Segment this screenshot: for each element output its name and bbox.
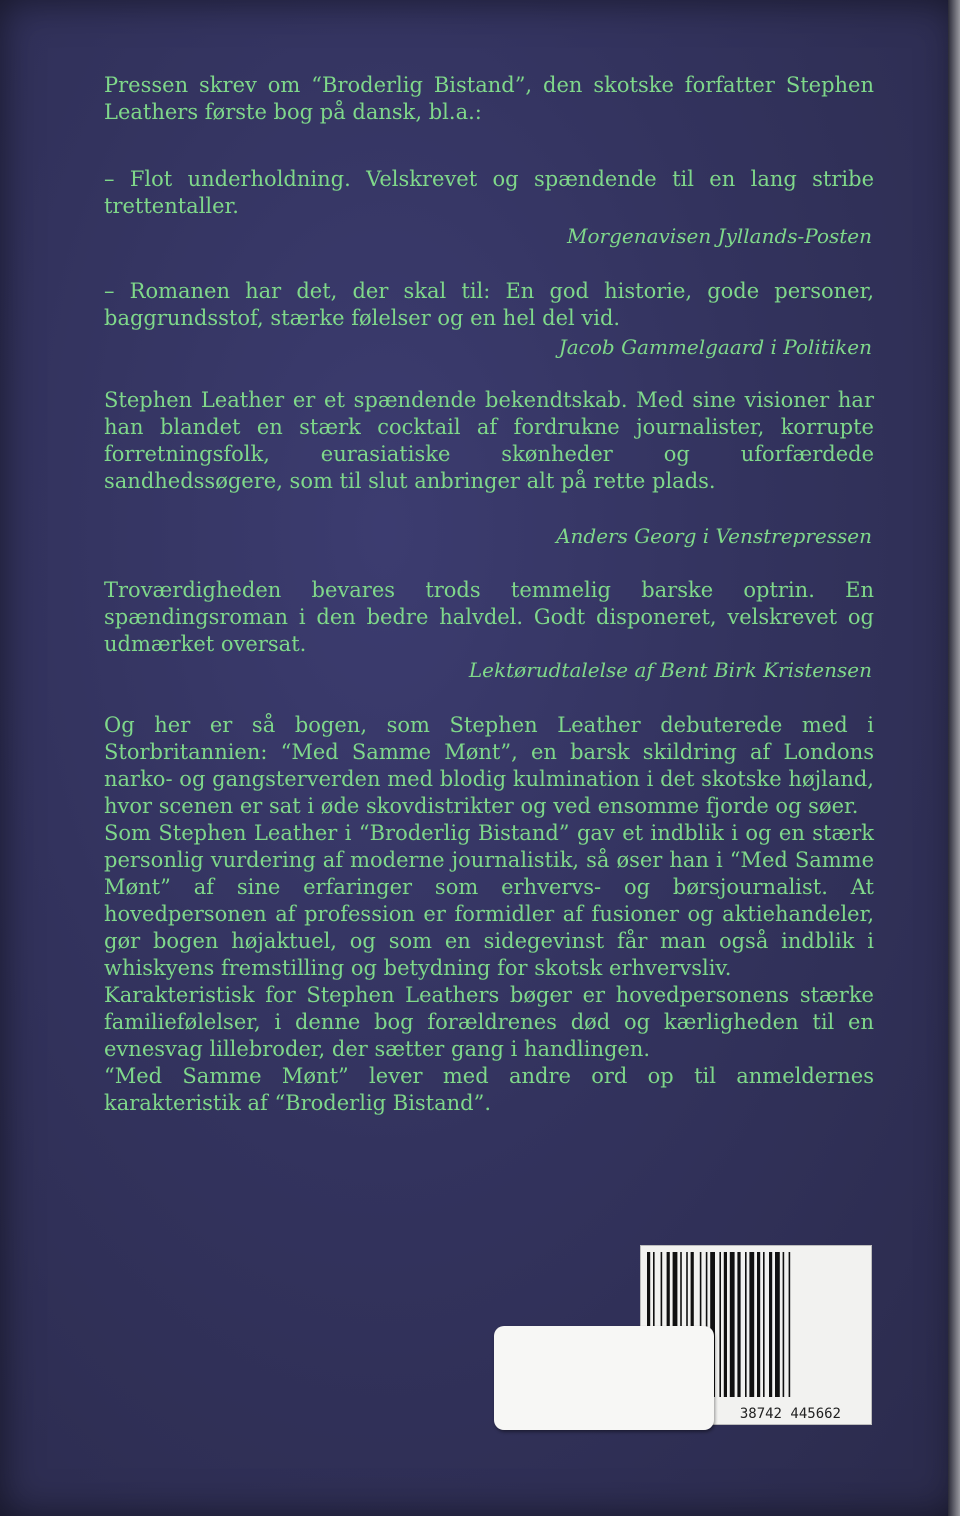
barcode-bar [775,1252,780,1397]
barcode-bar [789,1252,791,1397]
quote-text: – Flot underholdning. Velskrevet og spændende til en lang stribe trettentaller. [104,167,874,218]
barcode-bar [749,1252,754,1397]
barcode-bar [730,1252,735,1397]
barcode-bar [719,1252,721,1397]
barcode-bar [757,1252,760,1397]
barcode-bar [769,1252,772,1397]
quote-source: Morgenavisen Jyllands-Posten [567,224,872,248]
barcode-bar [745,1252,747,1397]
barcode-bar [783,1252,785,1397]
description-paragraph: “Med Samme Mønt” lever med andre ord op til anmeldernes karakteristik af “Broderlig Bistand”. [104,1064,874,1115]
quote-text: – Romanen har det, der skal til: En god historie, gode personer, baggrundsstof, stærke følelser og en hel del vid. [104,279,874,330]
intro-paragraph: Pressen skrev om “Broderlig Bistand”, den skotske forfatter Stephen Leathers første bog på dansk, bl.a.: [104,73,874,124]
quote-source: Anders Georg i Venstrepressen [556,524,872,548]
quote-source: Lektørudtalelse af Bent Birk Kristensen [468,658,872,682]
quote-1 [104,166,874,220]
quote-2 [104,278,874,332]
description-paragraph: Karakteristisk for Stephen Leathers bøger er hovedpersonens stærke familiefølelser, i denne bog forældrenes død og kærligheden til en evnesvag lillebroder, der sætter gang i handlingen. [104,983,874,1061]
description-paragraph: Som Stephen Leather i “Broderlig Bistand” gav et indblik i og en stærk personlig vurdering af moderne journalistik, så øser han i “Med Samme Mønt” af sine erfaringer som erhvervs- og børsjournalist. At hovedpersonen af profession er formidler af fusioner og aktiehandeler, gør bogen højaktuel, og som en sidegevinst får man også indblik i whiskyens fremstilling og betydning for skotsk erhvervsliv. [104,821,874,980]
barcode-bar [737,1252,740,1397]
page-edge [948,0,960,1516]
quote-3 [104,387,874,495]
intro-text [104,72,874,126]
quote-text: Stephen Leather er et spændende bekendtskab. Med sine visioner har han blandet en stærk cocktail af fordrukne journalister, korrupte forretningsfolk, eurasiatiske skønheder og uforfærdede sandhedssøgere, som til slut anbringer alt på rette plads. [104,388,874,493]
description-paragraph: Og her er så bogen, som Stephen Leather debuterede med i Storbritannien: “Med Samme Mønt”, en barsk skildring af Londons narko- og gangsterverden med blodig kulmination i det skotske højland, hvor scenen er sat i øde skovdistrikter og ved ensomme fjorde og søer. [104,713,874,818]
quote-text: Troværdigheden bevares trods temmelig barske optrin. En spændingsroman i den bedre halvdel. Godt disponeret, velskrevet og udmærket oversat. [104,578,874,656]
barcode-bar [724,1252,727,1397]
barcode-bar [763,1252,765,1397]
price-sticker [494,1326,714,1430]
barcode-number: 38742 445662 [739,1406,841,1422]
description-text [104,712,874,1117]
quote-source: Jacob Gammelgaard i Politiken [558,335,872,359]
quote-4 [104,577,874,658]
